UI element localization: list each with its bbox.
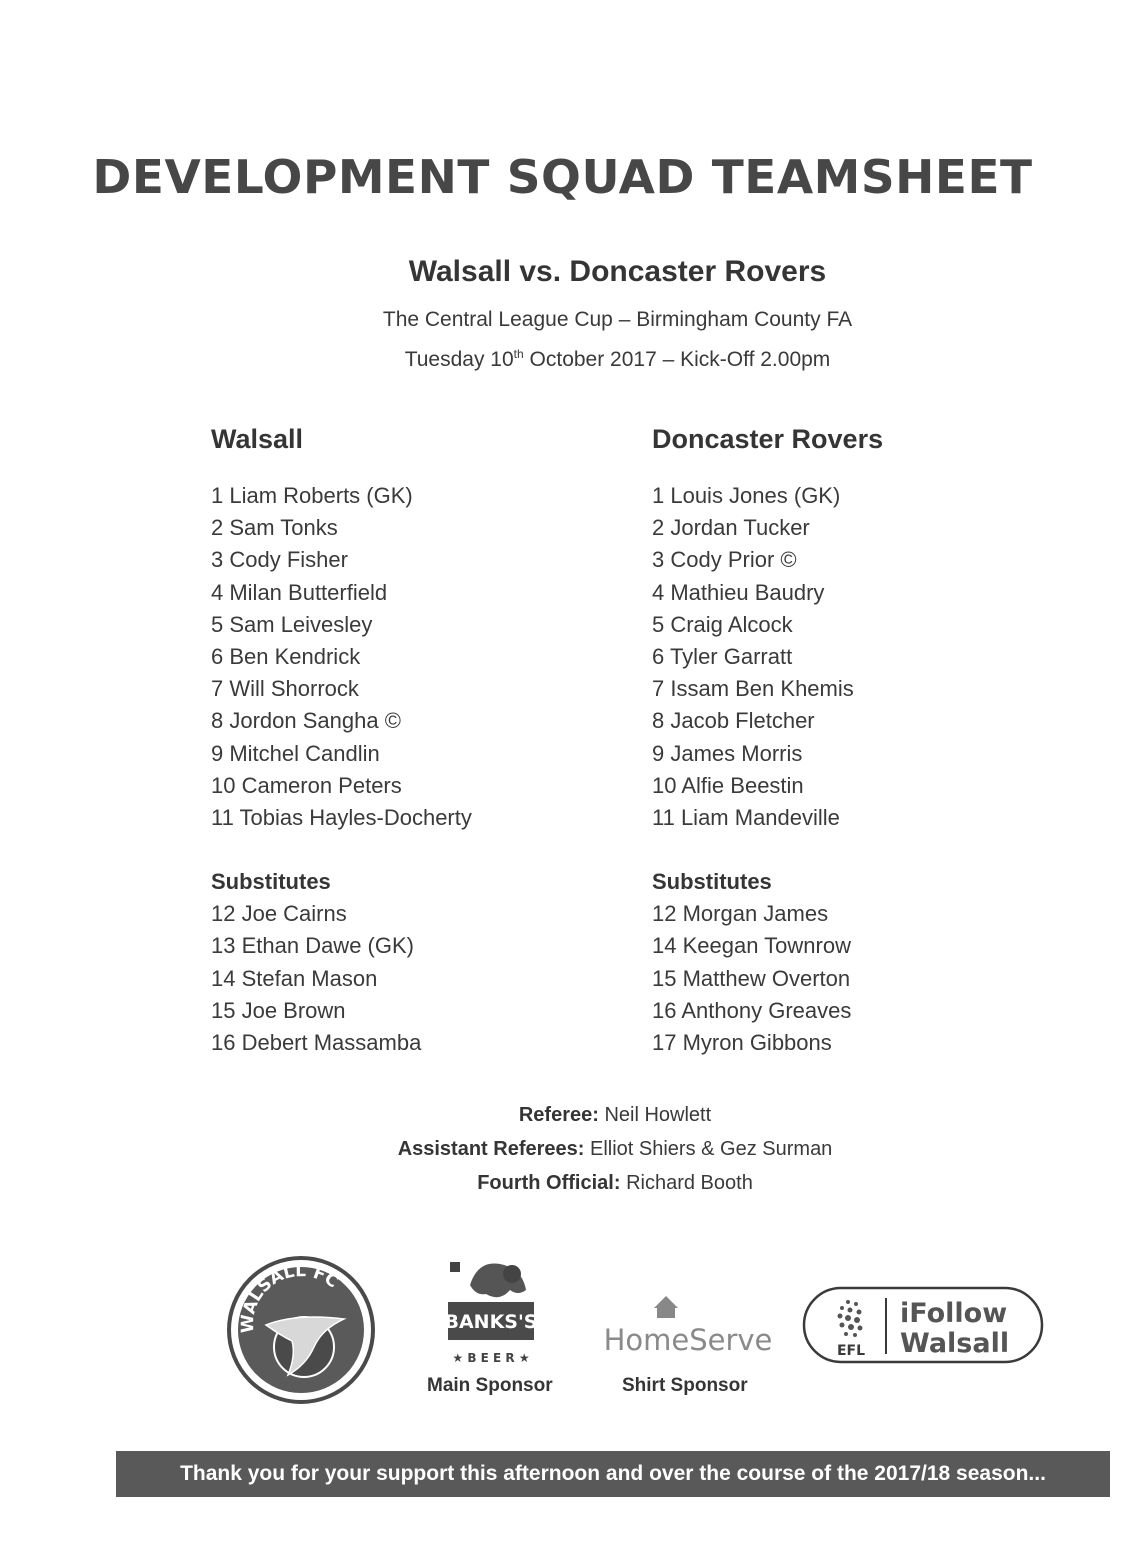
player-list-item: 8 Jordon Sangha © [211,708,401,734]
player-list-item: 6 Ben Kendrick [211,644,361,670]
home-subs-heading: Substitutes [211,869,331,895]
referee-label: Referee: [518,1104,599,1126]
page-title: DEVELOPMENT SQUAD TEAMSHEET [92,150,1033,204]
footer-thank-you-banner: Thank you for your support this afternoon and over the course of the 2017/18 season... [116,1451,1110,1497]
walsall-crest-logo [226,1255,376,1405]
substitute-list-item: 15 Joe Brown [211,997,346,1023]
shirt-sponsor-caption: Shirt Sponsor [622,1375,748,1396]
home-team-name: Walsall [211,424,304,454]
walsall-text: Walsall [900,1328,1010,1359]
away-subs-list [652,898,883,1059]
efl-text: EFL [836,1343,866,1359]
banks-beer-logo [430,1250,550,1370]
player-list-item: 8 Jacob Fletcher [652,708,815,734]
away-team-column [652,420,883,1059]
substitute-list-item: 14 Keegan Townrow [652,933,851,959]
substitute-list-item: 16 Debert Massamba [211,1030,422,1056]
away-subs-heading: Substitutes [652,869,772,895]
referee-line [230,1098,1000,1132]
player-list-item: 10 Alfie Beestin [652,772,804,798]
home-subs-list [211,898,472,1059]
player-list-item: 7 Issam Ben Khemis [652,676,854,702]
crest-text: WALSALL FC [238,1261,342,1334]
player-list-item: 9 James Morris [652,740,803,766]
ifollow-text: iFollow [900,1298,1008,1329]
sponsor-strip [0,1250,1125,1410]
player-list-item: 3 Cody Prior © [652,547,797,573]
homeserve-logo [598,1290,778,1360]
player-list-item: 5 Sam Leivesley [211,611,373,637]
date-ordinal: th [513,347,524,361]
player-list-item: 11 Liam Mandeville [652,805,840,831]
fourth-official-label: Fourth Official: [477,1172,621,1194]
assistant-referees-names: Elliot Shiers & Gez Surman [584,1138,833,1160]
player-list-item: 5 Craig Alcock [652,611,793,637]
fourth-official-line [230,1166,1000,1200]
match-header [210,255,1025,377]
player-list-item: 1 Liam Roberts (GK) [211,483,413,508]
match-title: Walsall vs. Doncaster Rovers [408,255,827,288]
player-list-item: 9 Mitchel Candlin [211,740,380,766]
competition-line: The Central League Cup – Birmingham County FA [382,308,853,331]
substitute-list-item: 12 Morgan James [652,901,829,927]
player-list-item: 1 Louis Jones (GK) [652,483,841,508]
banks-text: BANKS'S [444,1311,538,1333]
away-team-name: Doncaster Rovers [652,424,884,454]
player-list-item: 4 Milan Butterfield [211,579,388,605]
player-list-item: 6 Tyler Garratt [652,644,793,670]
substitute-list-item: 15 Matthew Overton [652,965,851,991]
fourth-official-name: Richard Booth [620,1172,753,1194]
substitute-list-item: 13 Ethan Dawe (GK) [211,933,414,959]
player-list-item: 7 Will Shorrock [211,676,359,702]
date-prefix: Tuesday 10 [404,348,514,371]
player-list-item: 11 Tobias Hayles-Docherty [211,805,472,831]
home-team-column [211,420,472,1059]
away-starting-list [652,480,883,834]
date-line [210,337,1025,377]
player-list-item: 2 Jordan Tucker [652,515,810,541]
player-list-item: 4 Mathieu Baudry [652,579,825,605]
substitute-list-item: 14 Stefan Mason [211,965,378,991]
date-suffix: October 2017 – Kick-Off 2.00pm [523,348,831,371]
ifollow-walsall-logo [802,1286,1044,1364]
banks-beer-text: ★ B E E R ★ [452,1351,530,1365]
referee-name: Neil Howlett [598,1104,712,1126]
homeserve-text: HomeServe [603,1323,773,1357]
substitute-list-item: 17 Myron Gibbons [652,1030,832,1056]
home-starting-list [211,480,472,834]
main-sponsor-caption: Main Sponsor [427,1375,553,1396]
assistant-referees-label: Assistant Referees: [397,1138,585,1160]
assistant-referees-line [230,1132,1000,1166]
player-list-item: 2 Sam Tonks [211,515,338,541]
substitute-list-item: 16 Anthony Greaves [652,997,852,1023]
player-list-item: 10 Cameron Peters [211,772,402,798]
substitute-list-item: 12 Joe Cairns [211,901,347,927]
match-officials [230,1098,1000,1200]
player-list-item: 3 Cody Fisher [211,547,348,573]
